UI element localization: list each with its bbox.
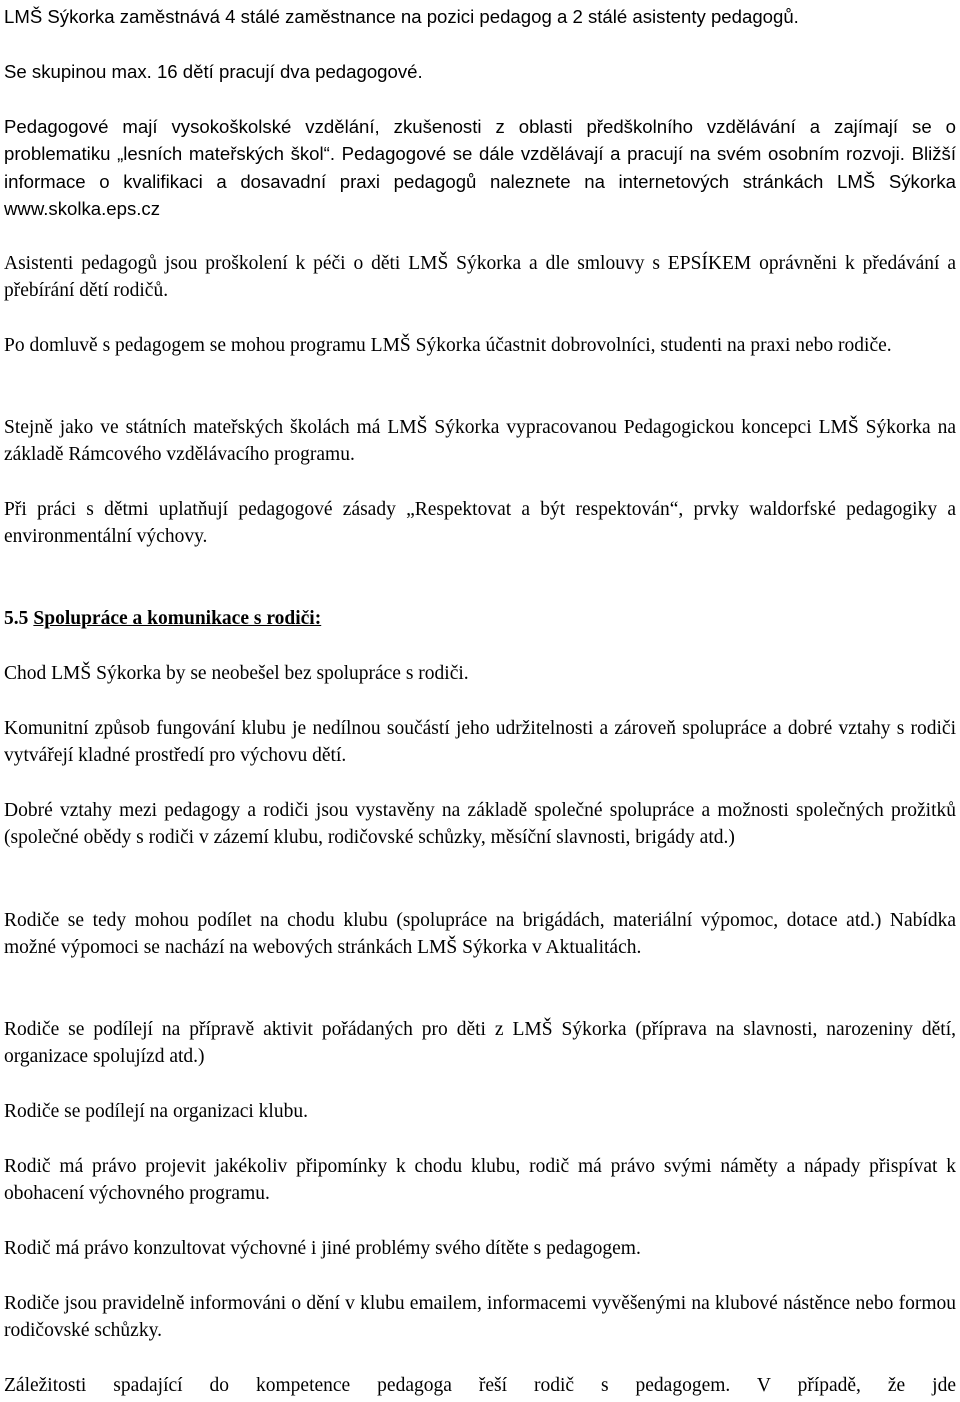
paragraph-competence: Záležitosti spadající do kompetence pedagoga řeší rodič s pedagogem. V případě, že jde — [4, 1375, 956, 1396]
paragraph-principles: Při práci s dětmi uplatňují pedagogové zásady „Respektovat a být respektován“, prvky waldorfské pedagogiky a environmentální výchovy. — [4, 499, 956, 548]
paragraph-relations: Dobré vztahy mezi pedagogy a rodiči jsou vystavěny na základě společné spolupráce a možnosti společných prožitků (společné obědy s rodiči v zázemí klubu, rodičovské schůzky, měsíční slavnosti, brigády atd.) — [4, 800, 956, 849]
paragraph-community: Komunitní způsob fungování klubu je nedílnou součástí jeho udržitelnosti a zároveň spolupráce a dobré vztahy s rodiči vytvářejí kladné prostředí pro výchovu dětí. — [4, 718, 956, 767]
paragraph-staff-count: LMŠ Sýkorka zaměstnává 4 stálé zaměstnance na pozici pedagog a 2 stálé asistenty pedagogů. — [4, 6, 799, 27]
paragraph-concept: Stejně jako ve státních mateřských školách má LMŠ Sýkorka vypracovanou Pedagogickou koncepci LMŠ Sýkorka na základě Rámcového vzdělávacího programu. — [4, 417, 956, 466]
section-heading — [4, 605, 321, 632]
paragraph-cooperation: Chod LMŠ Sýkorka by se neobešel bez spolupráce s rodiči. — [4, 663, 469, 684]
paragraph-information: Rodiče jsou pravidelně informováni o dění v klubu emailem, informacemi vyvěšenými na klubové nástěnce nebo formou rodičovské schůzky. — [4, 1293, 956, 1342]
paragraph-feedback-right: Rodič má právo projevit jakékoliv připomínky k chodu klubu, rodič má právo svými náměty a nápady přispívat k obohacení výchovného programu. — [4, 1156, 956, 1205]
paragraph-qualifications: Pedagogové mají vysokoškolské vzdělání, zkušenosti z oblasti předškolního vzdělávání a zajímají se o problematiku „lesních mateřských škol“. Pedagogové se dále vzdělávají a pracují na svém osobním rozvoji. Bližší informace o kvalifikaci a dosavadní praxi pedagogů naleznete na internetových stránkách LMŠ Sýkorka www.skolka.eps.cz — [4, 116, 956, 219]
paragraph-group-size: Se skupinou max. 16 dětí pracují dva pedagogové. — [4, 61, 423, 82]
paragraph-consultation-right: Rodič má právo konzultovat výchovné i jiné problémy svého dítěte s pedagogem. — [4, 1238, 641, 1259]
paragraph-participation: Rodiče se tedy mohou podílet na chodu klubu (spolupráce na brigádách, materiální výpomoc, dotace atd.) Nabídka možné výpomoci se nachází na webových stránkách LMŠ Sýkorka v Aktualitách. — [4, 910, 956, 959]
paragraph-assistants: Asistenti pedagogů jsou proškolení k péči o děti LMŠ Sýkorka a dle smlouvy s EPSÍKEM oprávněni k předávání a přebírání dětí rodičů. — [4, 253, 956, 302]
section-number: 5.5 — [4, 608, 29, 629]
section-title: Spolupráce a komunikace s rodiči: — [33, 608, 322, 629]
paragraph-activities: Rodiče se podílejí na přípravě aktivit pořádaných pro děti z LMŠ Sýkorka (příprava na slavnosti, narozeniny dětí, organizace spolujízd atd.) — [4, 1019, 956, 1068]
paragraph-organization: Rodiče se podílejí na organizaci klubu. — [4, 1101, 308, 1122]
paragraph-volunteers: Po domluvě s pedagogem se mohou programu LMŠ Sýkorka účastnit dobrovolníci, studenti na praxi nebo rodiče. — [4, 335, 892, 356]
